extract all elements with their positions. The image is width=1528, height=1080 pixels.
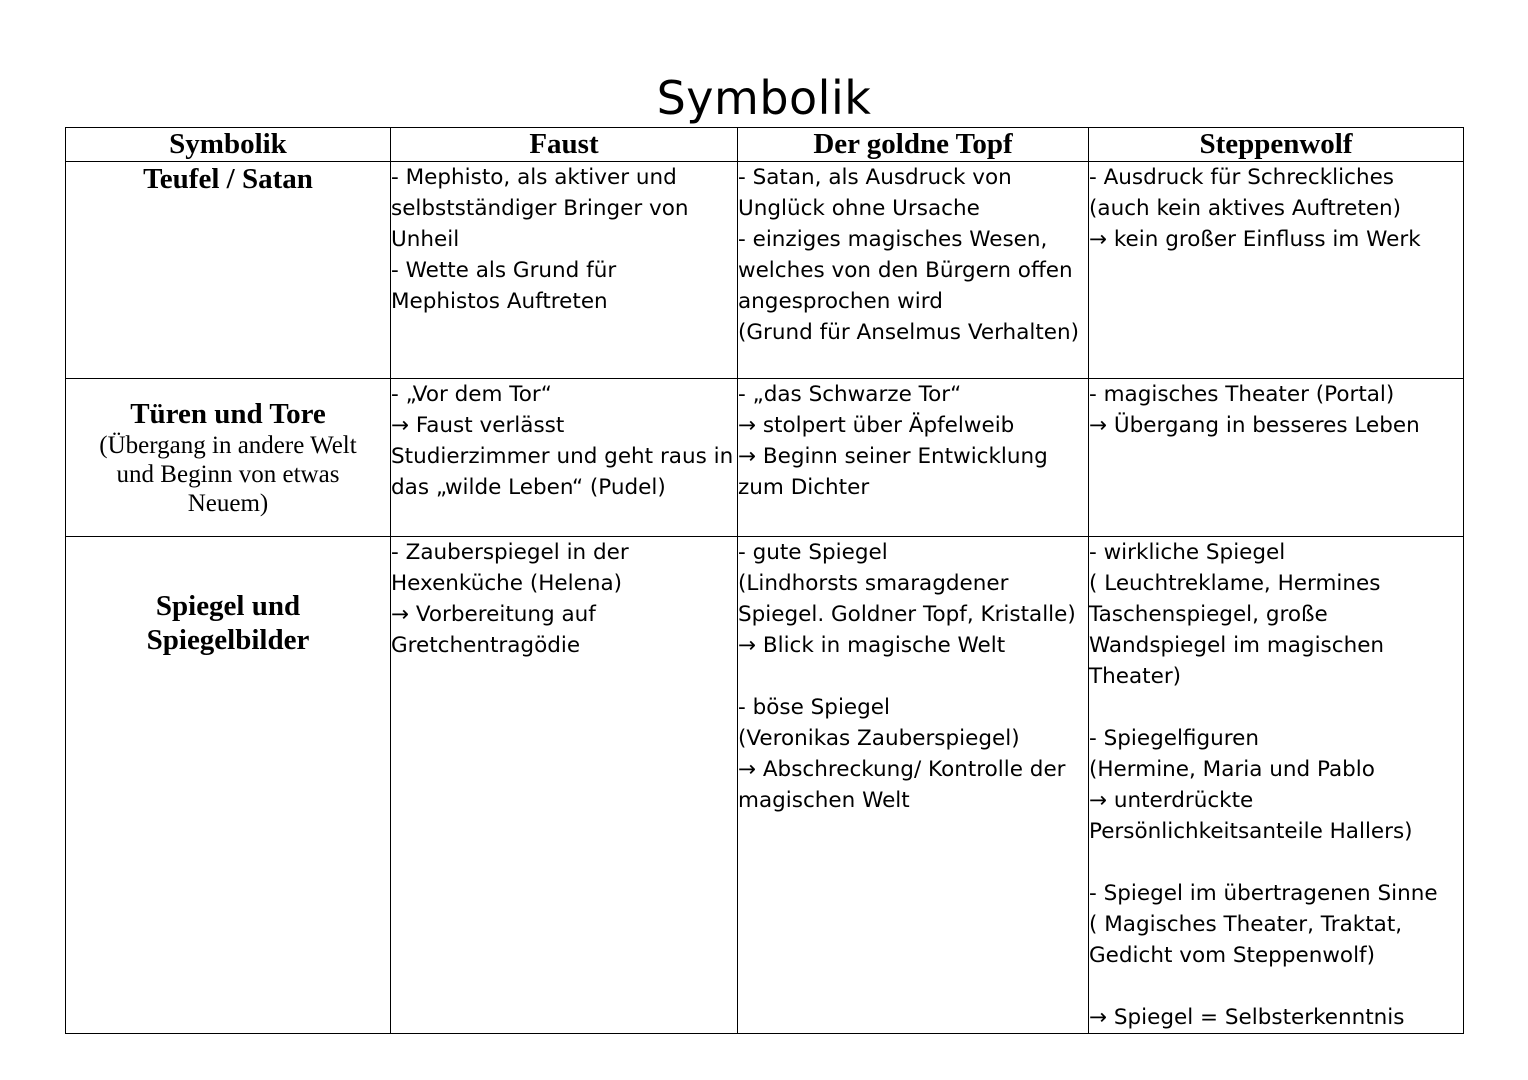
row-header-tueren-und-tore: [66, 379, 391, 537]
cell-steppenwolf: - Ausdruck für Schreckliches (auch kein aktives Auftreten) → kein großer Einfluss im Werk: [1089, 162, 1464, 379]
cell-faust: - Zauberspiegel in der Hexenküche (Helena) → Vorbereitung auf Gretchentragödie: [391, 537, 738, 1034]
cell-goldne-topf: - gute Spiegel (Lindhorsts smaragdener Spiegel. Goldner Topf, Kristalle) → Blick in magische Welt - böse Spiegel (Veronikas Zauberspiegel) → Abschreckung/ Kontrolle der magischen Welt: [738, 537, 1089, 1034]
symbolik-table: [65, 127, 1464, 1034]
column-header-symbolik: Symbolik: [66, 128, 391, 162]
table-row: [66, 162, 1464, 379]
page-title: Symbolik: [656, 71, 872, 125]
cell-steppenwolf: - magisches Theater (Portal) → Übergang in besseres Leben: [1089, 379, 1464, 537]
column-header-goldne-topf: Der goldne Topf: [738, 128, 1089, 162]
row-header-spiegel: [66, 537, 391, 1034]
table-header-row: [66, 128, 1464, 162]
cell-goldne-topf: - Satan, als Ausdruck von Unglück ohne Ursache - einziges magisches Wesen, welches von den Bürgern offen angesprochen wird (Grund für Anselmus Verhalten): [738, 162, 1089, 379]
table-row: [66, 537, 1464, 1034]
column-header-faust: Faust: [391, 128, 738, 162]
column-header-steppenwolf: Steppenwolf: [1089, 128, 1464, 162]
row-header-teufel-satan: [66, 162, 391, 379]
cell-steppenwolf: - wirkliche Spiegel ( Leuchtreklame, Hermines Taschenspiegel, große Wandspiegel im magischen Theater) - Spiegelfiguren (Hermine, Maria und Pablo → unterdrückte Persönlichkeitsanteile Hallers) - Spiegel im übertragenen Sinne ( Magisches Theater, Traktat, Gedicht vom Steppenwolf) → Spiegel = Selbsterkenntnis: [1089, 537, 1464, 1034]
cell-faust: - Mephisto, als aktiver und selbstständiger Bringer von Unheil - Wette als Grund für Mephistos Auftreten: [391, 162, 738, 379]
row-symbol-subtitle: (Übergang in andere Welt und Beginn von etwas Neuem): [99, 432, 357, 517]
row-symbol-title: Spiegel und Spiegelbilder: [146, 590, 310, 656]
cell-goldne-topf: - „das Schwarze Tor“ → stolpert über Äpfelweib → Beginn seiner Entwicklung zum Dichter: [738, 379, 1089, 537]
row-symbol-title: Türen und Tore: [130, 398, 326, 430]
row-symbol-title: Teufel / Satan: [143, 163, 313, 195]
cell-faust: - „Vor dem Tor“ → Faust verlässt Studierzimmer und geht raus in das „wilde Leben“ (Pudel): [391, 379, 738, 537]
table-row: [66, 379, 1464, 537]
